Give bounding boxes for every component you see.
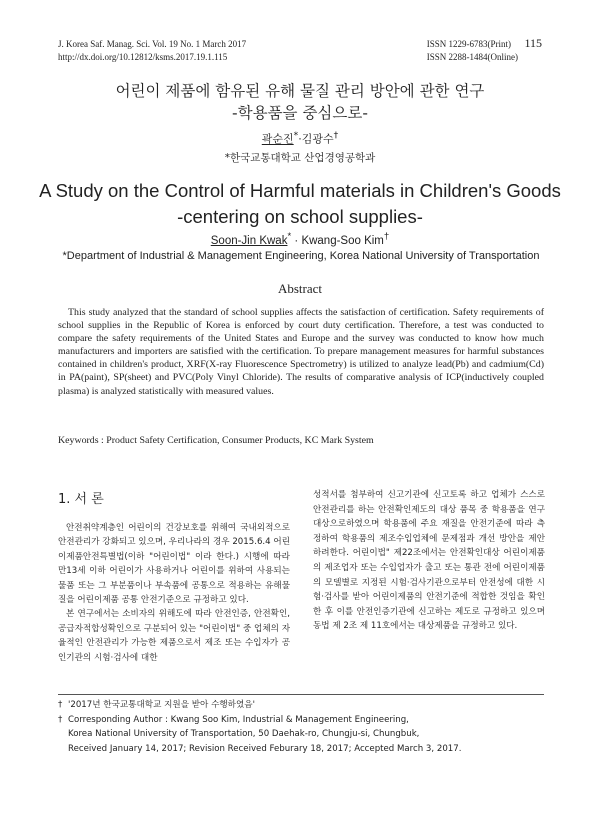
korean-authors <box>0 130 600 147</box>
issn-print: ISSN 1229-6783(Print) <box>426 39 512 49</box>
english-title <box>0 178 600 230</box>
abstract-heading: Abstract <box>277 281 323 296</box>
english-title-main: A Study on the Control of Harmful materials in Children's Goods <box>39 180 561 201</box>
english-author-1-mark: * <box>287 231 292 242</box>
footnote-corresponding-line-1: Corresponding Author : Kwang Soo Kim, Industrial & Management Engineering, <box>68 714 409 725</box>
keywords: Keywords : Product Safety Certification, Consumer Products, KC Mark System <box>58 435 374 446</box>
korean-author-1-mark: * <box>293 130 299 141</box>
intro-paragraph-2: 본 연구에서는 소비자의 위해도에 따라 안전인증, 안전확인, 공급자적합성확인으로 구분되어 있는 "어린이법" 중 업체의 자율적인 안전관리가 가능한 제품으로서 제조 또는 수입자가 공인기관의 시험·검사에 대한 <box>58 609 290 663</box>
footnote-divider <box>58 694 544 695</box>
journal-line: J. Korea Saf. Manag. Sci. Vol. 19 No. 1 March 2017 <box>58 39 247 49</box>
english-author-2-mark: † <box>383 231 390 242</box>
english-title-sub: -centering on school supplies- <box>177 206 423 227</box>
abstract-body <box>58 306 544 398</box>
footnote-corresponding <box>58 713 548 757</box>
intro-paragraph-1: 안전취약계층인 어린이의 건강보호를 위해여 국내외적으로 안전관리가 강화되고 있으며, 우리나라의 경우 2015.6.4 어린이제품안전특별법(이하 "어린이법" 이라 한다.) 시행에 따라 만13세 이하 어린이가 사용하거나 어린이를 위하여 사용되는 물품 또는 그 부분품이나 부속품에 공통으로 적용하는 유해물질을 어린이제품 공통 안전기준으로 규정하고 있다. <box>58 523 290 606</box>
intro-paragraph-continued: 성적서를 첨부하여 신고기관에 신고토록 하고 업체가 스스로 안전관리를 하는 안전확인제도의 대상 품목 중 학용품을 연구 대상으로하였으며 학용품에 주요 재질을 안전기준에 따라 측정하여 학용품의 제조수입업체에 문제점과 개선 방안을 제안하려한다. 어린이법" 제22조에서는 안전확인대상 어린이제품의 제조업자 또는 수입업자가 출고 또는 통관 전에 어린이제품의 모델별로 지정된 시험·검사기관으로부터 안전성에 대한 시험·검사를 받아 어린이제품의 안전기준에 적합한 것임을 확인한 후 이를 안전인증기관에 신고하는 제도로 규정하고 있으며 동법 제 2조 제 11호에서는 대상제품을 규정하고 있다. <box>313 490 545 632</box>
footnote-corresponding-mark: † <box>58 714 63 725</box>
issn-block <box>427 38 518 64</box>
body-column-left <box>58 488 290 665</box>
body-column-right <box>313 488 545 634</box>
korean-title-main: 어린이 제품에 함유된 유해 물질 관리 방안에 관한 연구 <box>115 82 485 100</box>
journal-citation <box>58 38 246 64</box>
korean-title-sub: -학용품을 중심으로- <box>232 104 368 122</box>
korean-affiliation: *한국교통대학교 산업경영공학과 <box>224 152 376 164</box>
section-heading-introduction: 1. 서 론 <box>58 492 104 507</box>
korean-author-2: 김광수 <box>301 132 334 146</box>
english-author-2: Kwang-Soo Kim <box>301 234 384 247</box>
footnote-received-dates: Received January 14, 2017; Revision Received Feburary 18, 2017; Accepted March 3, 2017. <box>68 743 462 754</box>
english-affiliation: *Department of Industrial & Management Engineering, Korea National University of Transportation <box>62 250 540 262</box>
page-number: 115 <box>524 36 542 50</box>
korean-author-1: 곽순진 <box>261 132 294 146</box>
english-author-1: Soon-Jin Kwak <box>210 234 288 247</box>
footnote-corresponding-line-2: Korea National University of Transportation, 50 Daehak-ro, Chungju-si, Chungbuk, <box>68 729 420 740</box>
korean-author-2-mark: † <box>333 130 339 141</box>
footnote-funding-text: '2017년 한국교통대학교 지원을 받아 수행하였음' <box>68 700 255 710</box>
footnote-funding-mark: † <box>58 700 63 710</box>
korean-title <box>0 80 600 124</box>
footnotes <box>58 698 548 756</box>
issn-online: ISSN 2288-1484(Online) <box>426 52 518 62</box>
abstract-paragraph: This study analyzed that the standard of school supplies affects the satisfaction of certification. Safety requirements of school supplies in the Republic of Korea is enforced by court duty certification. Therefore, a test was conducted to compare the safety requirements of the United States and Europe and the survey was conducted to know how much manufacturers and importers are satisfied with the certification. To prepare management measures for harmful substances contained in children's product, XRF(X-ray Fluorescence Spectrometry) is utilized to analyze lead(Pb) and cadmium(Cd) in PA(paint), SP(sheet) and PVC(Poly Vinyl Chloride). The results of comparative analysis of ICP(inductively coupled plasma) is analyzed statistically with measured values. <box>58 307 544 397</box>
english-authors <box>0 231 600 247</box>
doi-line[interactable]: http://dx.doi.org/10.12812/ksms.2017.19.1.115 <box>58 52 228 62</box>
korean-author-separator: · <box>298 132 302 146</box>
footnote-funding <box>58 698 548 713</box>
english-author-separator: · <box>291 234 302 247</box>
